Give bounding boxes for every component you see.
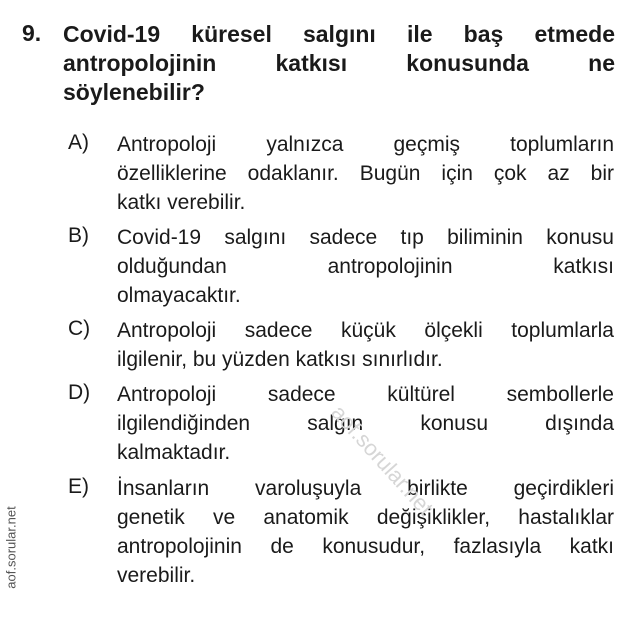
question-text-line: antropolojinin katkısı konusunda ne: [63, 50, 615, 76]
question-text-line: Covid-19 küresel salgını ile baş etmede: [63, 21, 615, 47]
watermark: aof.sorular.net: [326, 400, 439, 521]
option-c-text[interactable]: Antropoloji sadece küçük ölçekli toplumlarla: [117, 319, 614, 342]
option-d-text[interactable]: kalmaktadır.: [117, 441, 231, 464]
side-watermark: aof.sorular.net: [3, 506, 19, 589]
option-d-text[interactable]: Antropoloji sadece kültürel sembollerle: [117, 383, 614, 406]
option-d-letter[interactable]: D): [68, 381, 91, 404]
option-e-text[interactable]: antropolojinin de konusudur, fazlasıyla katkı: [117, 535, 614, 558]
option-a-text[interactable]: Antropoloji yalnızca geçmiş toplumların: [117, 133, 614, 156]
option-a-letter[interactable]: A): [68, 131, 89, 154]
option-c-text[interactable]: ilgilenir, bu yüzden katkısı sınırlıdır.: [117, 348, 443, 371]
option-b-text[interactable]: olduğundan antropolojinin katkısı: [117, 255, 614, 278]
question-text-line: söylenebilir?: [63, 79, 205, 105]
option-a-text[interactable]: özelliklerine odaklanır. Bugün için çok az bir: [117, 162, 614, 185]
option-b-text[interactable]: Covid-19 salgını sadece tıp biliminin konusu: [117, 226, 614, 249]
option-b-letter[interactable]: B): [68, 224, 89, 247]
option-a-text[interactable]: katkı verebilir.: [117, 191, 246, 214]
option-e-letter[interactable]: E): [68, 475, 89, 498]
option-e-text[interactable]: İnsanların varoluşuyla birlikte geçirdikleri: [117, 477, 614, 500]
option-e-text[interactable]: verebilir.: [117, 564, 196, 587]
option-e-text[interactable]: genetik ve anatomik değişiklikler, hastalıklar: [117, 506, 614, 529]
option-b-text[interactable]: olmayacaktır.: [117, 284, 241, 307]
question-number: 9.: [22, 20, 42, 46]
option-d-text[interactable]: ilgilendiğinden salgın konusu dışında: [117, 412, 614, 435]
option-c-letter[interactable]: C): [68, 317, 91, 340]
